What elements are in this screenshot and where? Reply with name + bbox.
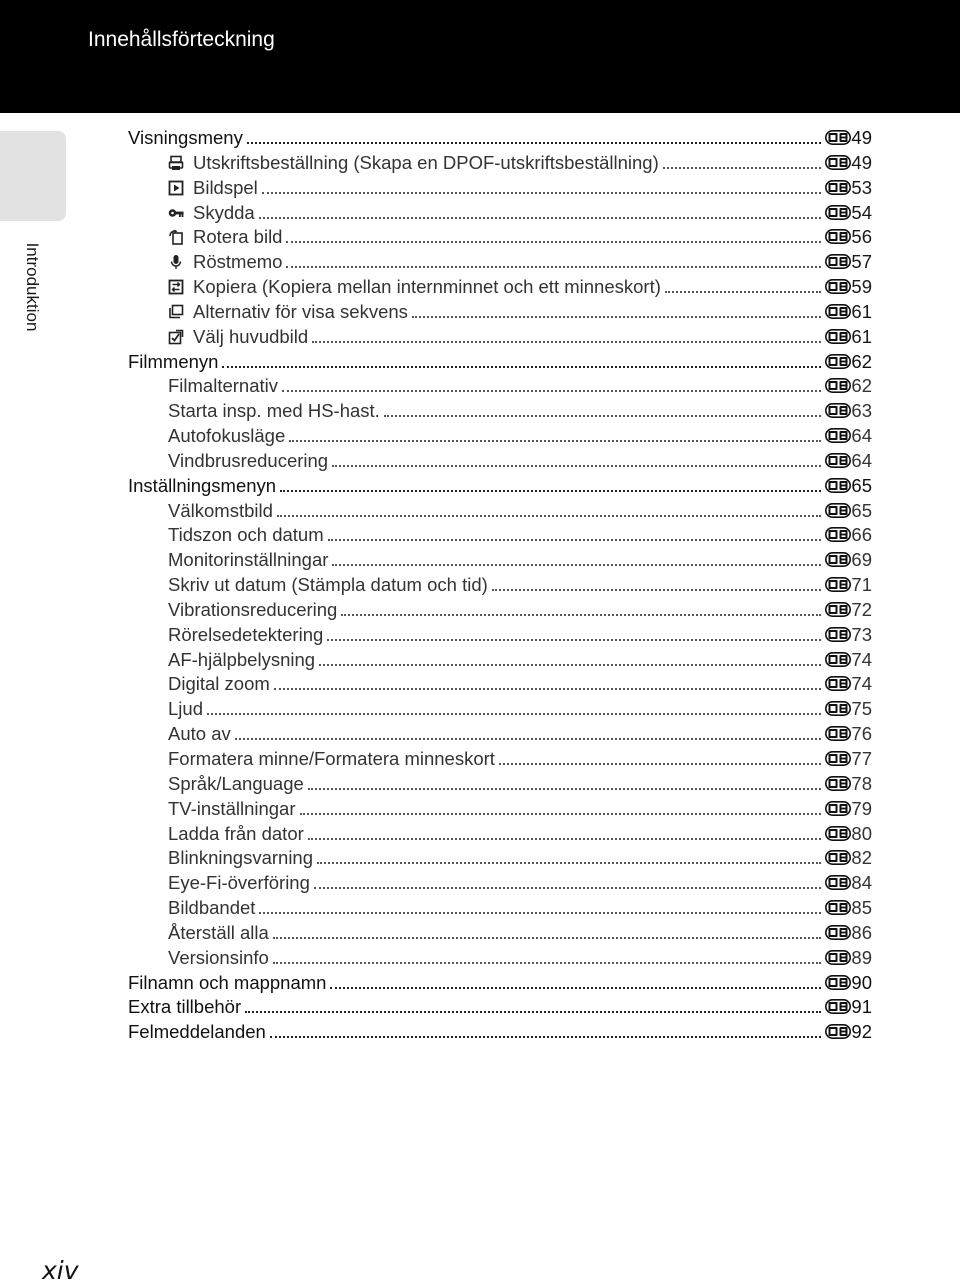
dot-leader [314, 887, 822, 889]
toc-entry[interactable] [168, 201, 872, 225]
toc-entry-page: 79 [851, 797, 872, 819]
toc-entry[interactable] [168, 424, 872, 448]
dot-leader [317, 862, 821, 864]
toc-entry-label: Röstmemo [193, 251, 283, 273]
toc-entry-page: 54 [851, 201, 872, 223]
toc-entry-label: Vibrationsreducering [168, 598, 338, 620]
reference-section-icon [825, 776, 851, 791]
toc-entry-label: Filnamn och mappnamn [128, 971, 327, 993]
toc-entry-page: 91 [851, 996, 872, 1018]
toc-entry-page: 86 [851, 921, 872, 943]
dot-leader [492, 589, 822, 591]
toc-entry-page: 57 [851, 251, 872, 273]
page-reference [825, 921, 872, 945]
page-reference [825, 995, 872, 1019]
toc-entry-label: Ljud [168, 698, 203, 720]
page-reference [825, 598, 872, 622]
dot-leader [312, 341, 821, 343]
toc-entry[interactable] [168, 548, 872, 572]
toc-entry[interactable] [128, 474, 872, 498]
dot-leader [235, 738, 822, 740]
page-reference [825, 250, 872, 274]
toc-entry-page: 74 [851, 673, 872, 695]
toc-entry-page: 74 [851, 648, 872, 670]
reference-section-icon [825, 950, 851, 965]
reference-section-icon [825, 304, 851, 319]
page-reference [825, 648, 872, 672]
reference-section-icon [825, 627, 851, 642]
page-reference [825, 623, 872, 647]
toc-entry-label: Visningsmeny [128, 127, 243, 148]
section-tab[interactable] [0, 131, 66, 221]
toc-entry-label: Kopiera (Kopiera mellan internminnet och ett minneskort) [193, 276, 661, 298]
toc-entry-label: Eye-Fi-överföring [168, 872, 310, 894]
toc-entry-page: 78 [851, 772, 872, 794]
toc-entry[interactable] [128, 971, 872, 995]
reference-section-icon [825, 701, 851, 716]
toc-entry[interactable] [168, 523, 872, 547]
page-reference [825, 971, 872, 995]
toc-entry[interactable] [168, 871, 872, 895]
page-reference [825, 275, 872, 299]
reference-section-icon [825, 925, 851, 940]
toc-entry[interactable] [168, 797, 872, 821]
toc-entry-label: Tidszon och datum [168, 524, 324, 546]
page-number: xiv [42, 1256, 79, 1285]
toc-entry-label: Skriv ut datum (Stämpla datum och tid) [168, 574, 488, 596]
dot-leader [499, 763, 821, 765]
toc-entry-label: Bildbandet [168, 897, 256, 919]
dot-leader [665, 291, 822, 293]
toc-entry[interactable] [168, 176, 872, 200]
toc-entry-page: 69 [851, 549, 872, 571]
reference-section-icon [825, 577, 851, 592]
dot-leader [289, 440, 821, 442]
toc-entry-page: 56 [851, 226, 872, 248]
reference-section-icon [825, 180, 851, 195]
toc-entry[interactable] [168, 325, 872, 349]
reference-section-icon [825, 205, 851, 220]
dot-leader [273, 937, 822, 939]
microphone-icon [168, 254, 184, 270]
page-reference [825, 846, 872, 870]
toc-entry[interactable] [168, 896, 872, 920]
toc-entry-page: 65 [851, 499, 872, 521]
toc-entry-page: 61 [851, 325, 872, 347]
toc-entry[interactable] [168, 499, 872, 523]
slide-show-icon [168, 180, 184, 196]
reference-section-icon [825, 130, 851, 145]
reference-section-icon [825, 875, 851, 890]
page-reference [825, 573, 872, 597]
reference-section-icon [825, 999, 851, 1014]
reference-section-icon [825, 652, 851, 667]
page-title: Innehållsförteckning [88, 28, 275, 51]
toc-entry-label: Välkomstbild [168, 499, 273, 521]
toc-entry[interactable] [168, 449, 872, 473]
toc-entry-label: TV-inställningar [168, 797, 296, 819]
page-reference [825, 325, 872, 349]
dot-leader [412, 316, 822, 318]
dot-leader [280, 490, 821, 492]
reference-section-icon [825, 726, 851, 741]
toc-entry-label: Språk/Language [168, 772, 304, 794]
page-reference [825, 797, 872, 821]
toc-entry-page: 85 [851, 897, 872, 919]
dot-leader [286, 241, 821, 243]
page-reference [825, 548, 872, 572]
toc-entry-label: Rotera bild [193, 226, 283, 248]
toc-entry[interactable] [128, 995, 872, 1019]
reference-section-icon [825, 279, 851, 294]
dot-leader [319, 664, 821, 666]
toc-entry[interactable] [168, 946, 872, 970]
toc-entry-label: Alternativ för visa sekvens [193, 300, 408, 322]
dot-leader [286, 266, 821, 268]
dot-leader [259, 217, 822, 219]
toc-entry-label: Filmalternativ [168, 375, 278, 397]
dot-leader [282, 390, 821, 392]
sequence-display-icon [168, 304, 184, 320]
toc-entry[interactable] [168, 573, 872, 597]
toc-entry-page: 49 [851, 151, 872, 173]
dot-leader [663, 167, 822, 169]
reference-section-icon [825, 900, 851, 915]
page-reference [825, 374, 872, 398]
toc-entry-label: Filmmenyn [128, 350, 219, 372]
reference-section-icon [825, 403, 851, 418]
dot-leader [270, 1036, 822, 1038]
dot-leader [330, 987, 821, 989]
toc-entry[interactable] [168, 598, 872, 622]
toc-entry-page: 82 [851, 847, 872, 869]
toc-entry[interactable] [168, 374, 872, 398]
toc-entry[interactable] [168, 250, 872, 274]
toc-entry-page: 53 [851, 176, 872, 198]
key-icon [168, 205, 184, 221]
dot-leader [327, 639, 821, 641]
page-reference [825, 350, 872, 374]
toc-entry-page: 62 [851, 375, 872, 397]
toc-entry[interactable] [168, 672, 872, 696]
toc-entry-page: 65 [851, 474, 872, 496]
toc-entry-page: 90 [851, 971, 872, 993]
toc-entry-label: Välj huvudbild [193, 325, 309, 347]
reference-section-icon [825, 552, 851, 567]
dot-leader [259, 912, 821, 914]
toc-entry[interactable] [168, 648, 872, 672]
toc-entry-label: Blinkningsvarning [168, 847, 314, 869]
toc-entry[interactable] [128, 1020, 872, 1044]
section-tab-label: Introduktion [23, 242, 42, 332]
toc-entry-page: 64 [851, 425, 872, 447]
reference-section-icon [825, 801, 851, 816]
toc-entry-label: Auto av [168, 723, 231, 745]
toc-entry-label: Bildspel [193, 176, 258, 198]
dot-leader [245, 1011, 821, 1013]
toc-entry-page: 76 [851, 723, 872, 745]
dot-leader [328, 539, 822, 541]
toc-entry-label: Ladda från dator [168, 822, 304, 844]
toc-entry-label: Extra tillbehör [128, 996, 242, 1018]
header-bar [0, 0, 960, 113]
toc-entry[interactable] [168, 151, 872, 175]
toc-entry-page: 73 [851, 623, 872, 645]
toc-entry[interactable] [168, 697, 872, 721]
page-reference [825, 1020, 872, 1044]
toc-entry[interactable] [168, 722, 872, 746]
page-reference [825, 871, 872, 895]
dot-leader [300, 813, 822, 815]
page-reference [825, 672, 872, 696]
page-reference [825, 449, 872, 473]
toc-entry-page: 71 [851, 574, 872, 596]
page-reference [825, 822, 872, 846]
dot-leader [207, 713, 821, 715]
reference-section-icon [825, 602, 851, 617]
reference-section-icon [825, 676, 851, 691]
toc-entry-page: 72 [851, 598, 872, 620]
toc-entry[interactable] [128, 350, 872, 374]
toc-entry-label: Skydda [193, 201, 255, 223]
dot-leader [222, 366, 821, 368]
reference-section-icon [825, 527, 851, 542]
page-reference [825, 126, 872, 150]
toc-entry-label: Felmeddelanden [128, 1021, 266, 1043]
toc-entry[interactable] [168, 275, 872, 299]
page-reference [825, 201, 872, 225]
toc-entry[interactable] [168, 399, 872, 423]
reference-section-icon [825, 354, 851, 369]
reference-section-icon [825, 254, 851, 269]
toc-entry-page: 62 [851, 350, 872, 372]
reference-section-icon [825, 850, 851, 865]
toc-entry[interactable] [168, 846, 872, 870]
toc-entry-page: 64 [851, 449, 872, 471]
reference-section-icon [825, 155, 851, 170]
toc-entry-label: Monitorinställningar [168, 549, 329, 571]
page-reference [825, 697, 872, 721]
toc-entry-label: AF-hjälpbelysning [168, 648, 316, 670]
reference-section-icon [825, 453, 851, 468]
reference-section-icon [825, 1024, 851, 1039]
dot-leader [332, 465, 821, 467]
toc-entry-label: Inställningsmenyn [128, 474, 277, 496]
toc-entry-page: 80 [851, 822, 872, 844]
page-reference [825, 424, 872, 448]
page-reference [825, 772, 872, 796]
toc-entry-page: 59 [851, 276, 872, 298]
print-order-icon [168, 155, 184, 171]
reference-section-icon [825, 503, 851, 518]
reference-section-icon [825, 975, 851, 990]
toc-entry-page: 49 [851, 127, 872, 148]
toc-entry[interactable] [168, 921, 872, 945]
toc-entry-page: 77 [851, 748, 872, 769]
toc-entry[interactable] [128, 126, 872, 150]
toc-entry-page: 92 [851, 1021, 872, 1043]
toc-entry[interactable] [168, 772, 872, 796]
reference-section-icon [825, 428, 851, 443]
copy-icon [168, 279, 184, 295]
reference-section-icon [825, 826, 851, 841]
page-reference [825, 225, 872, 249]
dot-leader [308, 788, 822, 790]
toc-entry[interactable] [168, 822, 872, 846]
toc-entry-label: Utskriftsbeställning (Skapa en DPOF-utskriftsbeställning) [193, 151, 659, 173]
toc-entry-page: 84 [851, 872, 872, 894]
page-reference [825, 399, 872, 423]
toc-entry-page: 75 [851, 698, 872, 720]
reference-section-icon [825, 751, 851, 766]
toc-entry[interactable] [168, 225, 872, 249]
toc-entry-label: Autofokusläge [168, 425, 286, 447]
dot-leader [308, 838, 822, 840]
toc-entry-page: 61 [851, 300, 872, 322]
toc-entry-label: Starta insp. med HS-hast. [168, 400, 380, 422]
page-reference [825, 474, 872, 498]
toc-entry-page: 63 [851, 400, 872, 422]
reference-section-icon [825, 478, 851, 493]
dot-leader [274, 688, 822, 690]
toc-entry-label: Vindbrusreducering [168, 449, 329, 471]
page-reference [825, 946, 872, 970]
page-reference [825, 896, 872, 920]
dot-leader [247, 142, 822, 144]
dot-leader [262, 192, 822, 194]
reference-section-icon [825, 378, 851, 393]
toc-entry[interactable] [168, 747, 872, 771]
toc-entry[interactable] [168, 300, 872, 324]
page-reference [825, 747, 872, 771]
rotate-image-icon [168, 229, 184, 245]
reference-section-icon [825, 329, 851, 344]
toc-entry-page: 89 [851, 946, 872, 968]
dot-leader [384, 415, 822, 417]
page-reference [825, 499, 872, 523]
reference-section-icon [825, 229, 851, 244]
toc-entry-label: Formatera minne/Formatera minneskort [168, 748, 495, 769]
dot-leader [332, 564, 821, 566]
toc-entry-page: 66 [851, 524, 872, 546]
page-reference [825, 151, 872, 175]
dot-leader [273, 962, 822, 964]
choose-key-picture-icon [168, 329, 184, 345]
dot-leader [277, 515, 822, 517]
toc-entry-label: Digital zoom [168, 673, 270, 695]
toc-entry-label: Återställ alla [168, 921, 269, 943]
dot-leader [341, 614, 821, 616]
page-reference [825, 176, 872, 200]
page-reference [825, 722, 872, 746]
toc-entry-label: Rörelsedetektering [168, 623, 324, 645]
page-reference [825, 300, 872, 324]
page-reference [825, 523, 872, 547]
toc-entry[interactable] [168, 623, 872, 647]
toc-entry-label: Versionsinfo [168, 946, 269, 968]
